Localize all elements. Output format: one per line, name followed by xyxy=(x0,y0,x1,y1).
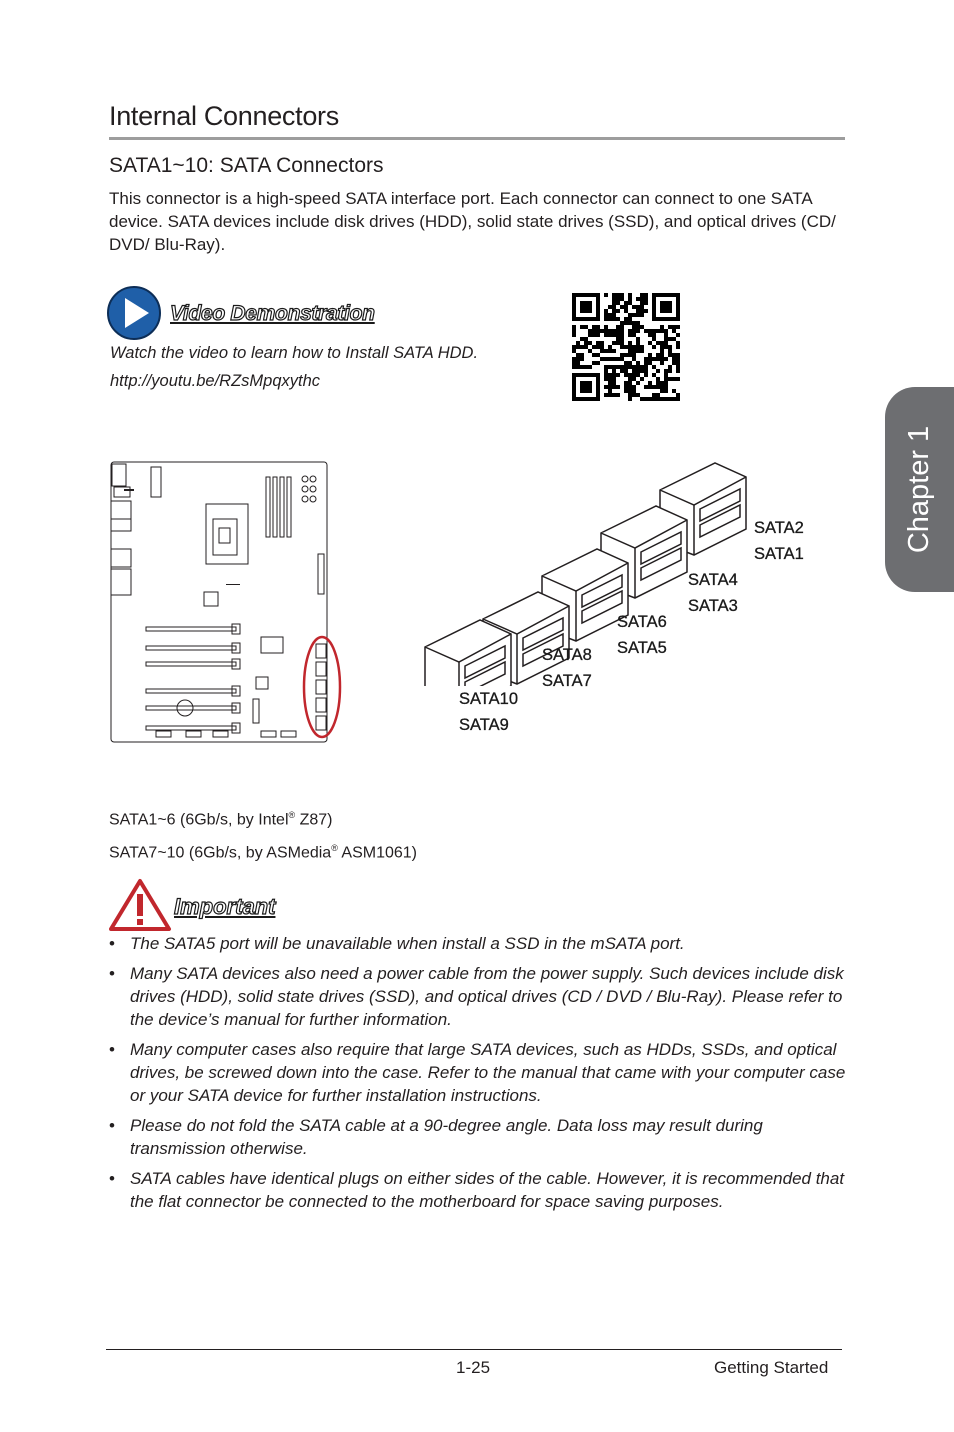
page-number: 1-25 xyxy=(456,1358,491,1377)
sata-label-pair xyxy=(754,515,804,567)
qr-code xyxy=(572,293,680,401)
sata-label: SATA6 xyxy=(617,613,667,631)
chapter-tab-label: Chapter 1 xyxy=(903,425,936,554)
sata-label-pair xyxy=(617,609,667,661)
sata-label: SATA4 xyxy=(688,571,738,589)
sata-label-pair xyxy=(542,642,592,694)
sata-label: SATA9 xyxy=(459,716,509,734)
sata-label: SATA2 xyxy=(754,519,804,537)
video-text xyxy=(110,339,478,395)
important-title: Important xyxy=(174,894,276,919)
important-item: • SATA cables have identical plugs on either sides of the cable. However, it is recommended that the flat connector be connected to the motherboard for space saving purposes. xyxy=(109,1169,845,1211)
sata-label: SATA7 xyxy=(542,672,592,690)
important-item: • Many computer cases also require that large SATA devices, such as HDDs, SSDs, and optical drives, be screwed down into the case. Refer to the manual that came with your computer case or your SATA device for further installation instructions. xyxy=(109,1040,846,1105)
page-title: Internal Connectors xyxy=(109,101,339,131)
sata-label: SATA1 xyxy=(754,545,804,563)
sata-note-1: SATA1~6 (6Gb/s, by Intel® Z87) xyxy=(109,810,333,829)
intro-paragraph: This connector is a high-speed SATA interface port. Each connector can connect to one SATA device. SATA devices include disk drives (HDD), solid state drives (SSD), and optical drives (CD/ DVD/ Blu-Ray). xyxy=(109,189,836,254)
title-divider xyxy=(109,137,845,140)
video-demo-title: Video Demonstration xyxy=(170,302,375,325)
sata-label-pair xyxy=(459,686,518,738)
sata-label: SATA10 xyxy=(459,690,518,708)
important-item: • The SATA5 port will be unavailable when install a SSD in the mSATA port. xyxy=(109,934,685,953)
important-list xyxy=(109,932,849,1220)
sata-controller-notes xyxy=(109,801,417,868)
sata-label: SATA8 xyxy=(542,646,592,664)
motherboard-diagram xyxy=(106,459,346,746)
sata-label-pair xyxy=(688,567,738,619)
sata-connector-box xyxy=(425,620,511,686)
warning-icon xyxy=(108,878,172,932)
video-description: Watch the video to learn how to Install SATA HDD. xyxy=(110,344,479,362)
sata-label: SATA5 xyxy=(617,639,667,657)
footer-section-name: Getting Started xyxy=(714,1358,829,1377)
video-url[interactable]: http://youtu.be/RZsMpqxythc xyxy=(110,372,321,390)
important-item: • Please do not fold the SATA cable at a 90-degree angle. Data loss may result during transmission otherwise. xyxy=(109,1116,763,1158)
play-icon[interactable] xyxy=(106,285,164,341)
subsection-title: SATA1~10: SATA Connectors xyxy=(109,154,384,177)
sata-label: SATA3 xyxy=(688,597,738,615)
important-item: • Many SATA devices also need a power cable from the power supply. Such devices include disk drives (HDD), solid state drives (SSD), and optical drives (CD / DVD / Blu-Ray). Please refer to the device’s manual for further information. xyxy=(109,964,844,1029)
footer-divider xyxy=(106,1349,842,1350)
sata-note-2: SATA7~10 (6Gb/s, by ASMedia® ASM1061) xyxy=(109,843,417,862)
